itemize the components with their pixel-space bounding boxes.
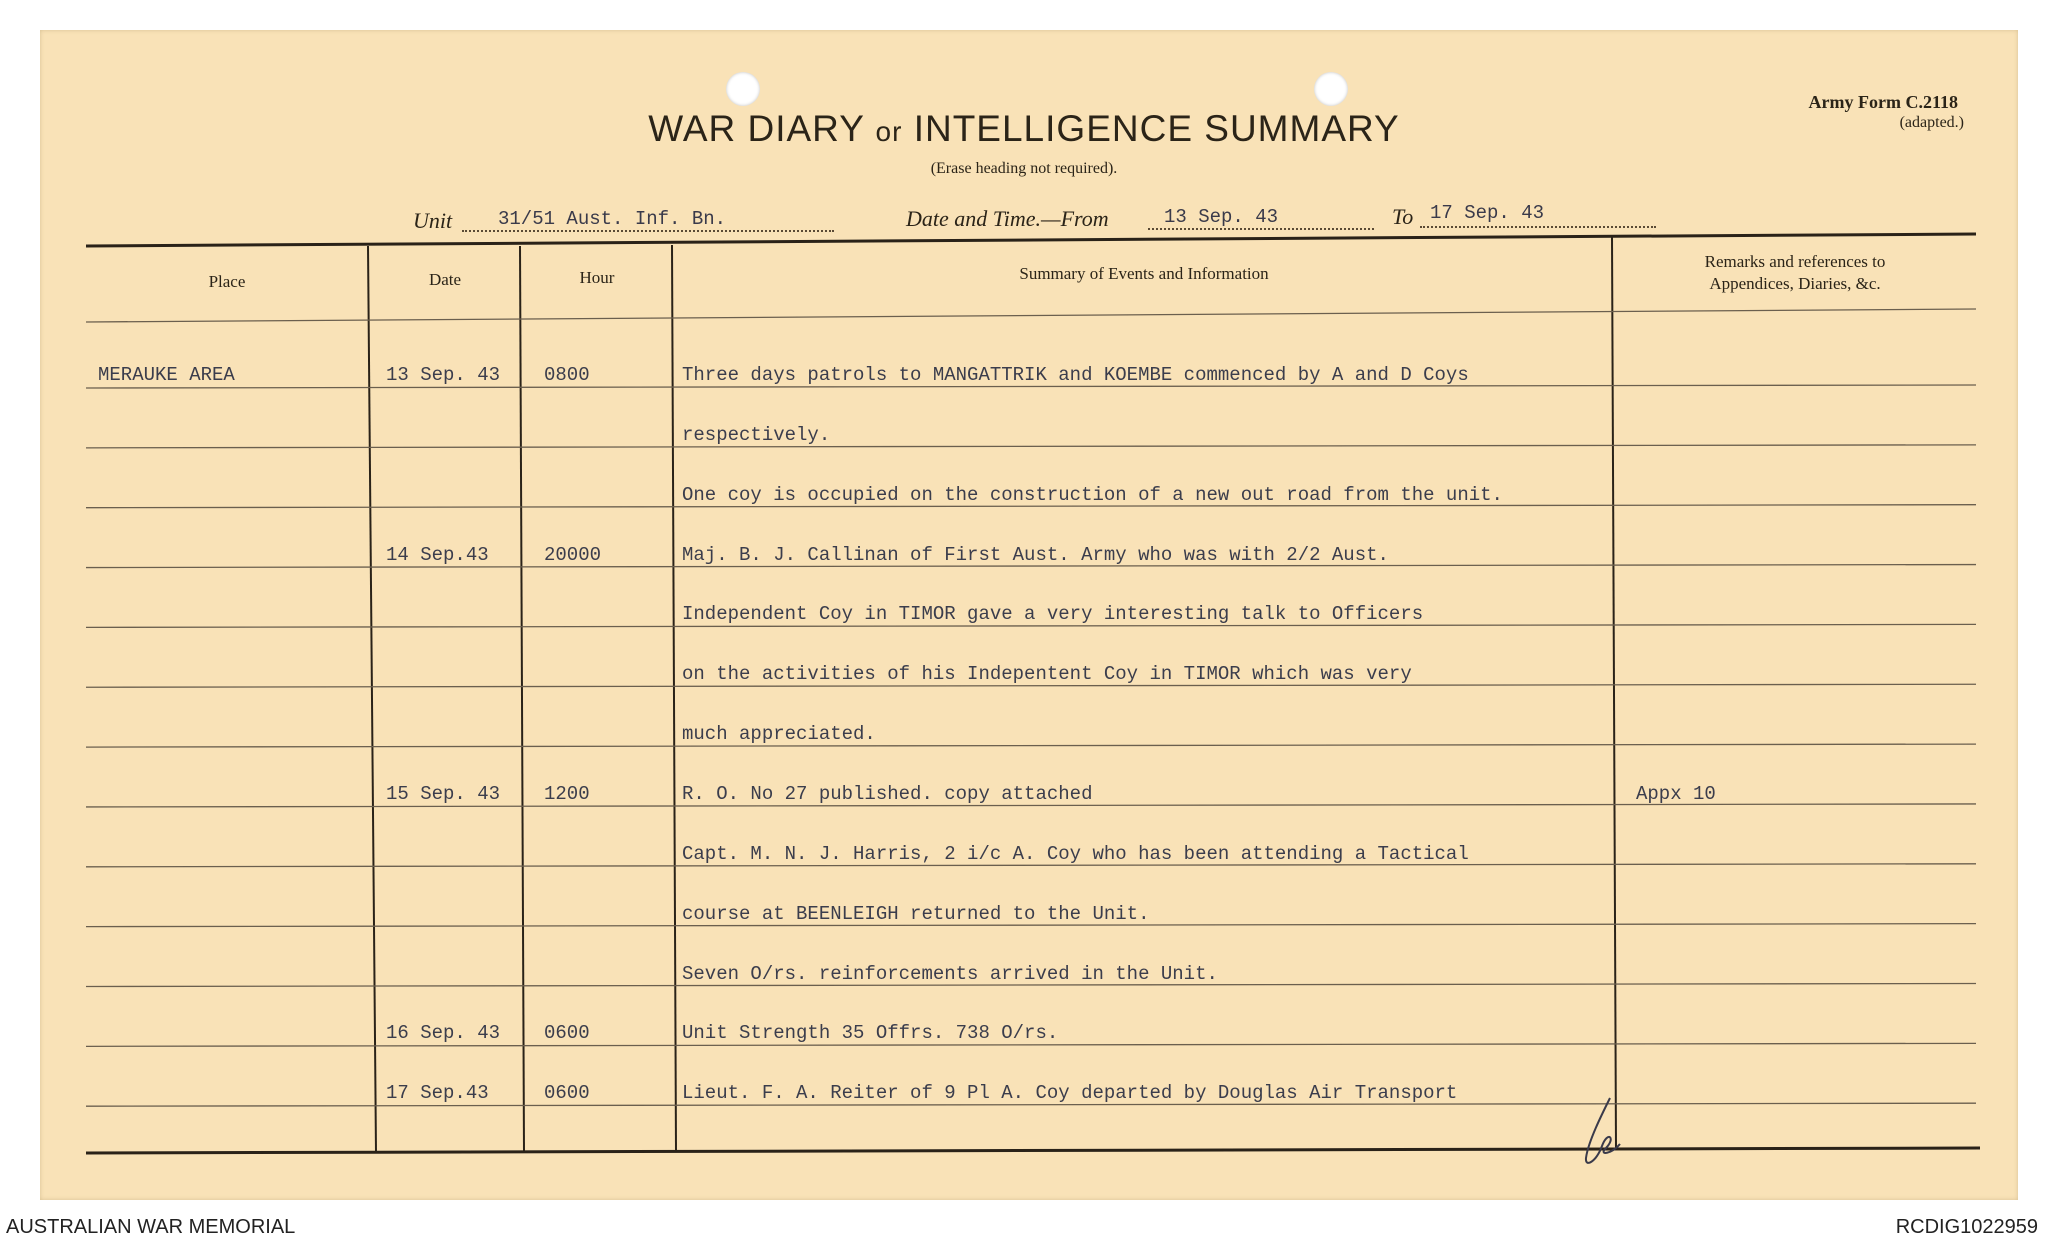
date-from-value: 13 Sep. 43 — [1164, 206, 1279, 228]
entry-date: 15 Sep. 43 — [386, 782, 501, 805]
entry-date: 14 Sep.43 — [386, 543, 489, 566]
entry-summary: Three days patrols to MANGATTRIK and KOEMBE commenced by A and D Coys — [682, 364, 1469, 386]
entry-hour: 0600 — [544, 1022, 590, 1045]
col-head-place: Place — [208, 272, 246, 291]
unit-value: 31/51 Aust. Inf. Bn. — [498, 208, 727, 230]
entry-place: MERAUKE AREA — [98, 364, 235, 386]
col-head-summary: Summary of Events and Information — [1019, 264, 1269, 283]
col-head-hour: Hour — [579, 268, 615, 287]
entry-summary: Maj. B. J. Callinan of First Aust. Army who was with 2/2 Aust. — [682, 543, 1389, 566]
title-intelligence-summary: INTELLIGENCE SUMMARY — [913, 108, 1400, 149]
entry-summary: Capt. M. N. J. Harris, 2 i/c A. Coy who has been attending a Tactical — [682, 842, 1469, 865]
date-from-label: Date and Time.—From — [906, 206, 1109, 231]
handwritten-initials — [1576, 1092, 1636, 1172]
row-rule — [86, 744, 1976, 747]
army-form-adapted: (adapted.) — [1899, 114, 1964, 131]
entry-summary: R. O. No 27 published. copy attached — [682, 782, 1093, 805]
entry-summary: on the activities of his Indepentent Coy in TIMOR which was very — [682, 663, 1412, 686]
title-war-diary: WAR DIARY — [648, 108, 865, 149]
col-head-remarks-1: Remarks and references to — [1704, 252, 1886, 271]
entry-summary: Lieut. F. A. Reiter of 9 Pl A. Coy departed by Douglas Air Transport — [682, 1082, 1458, 1105]
entry-hour: 1200 — [544, 782, 590, 805]
entry-remark: Appx 10 — [1636, 782, 1716, 805]
entry-summary: Independent Coy in TIMOR gave a very interesting talk to Officers — [682, 603, 1424, 626]
entry-date: 16 Sep. 43 — [386, 1022, 501, 1045]
unit-label: Unit — [413, 208, 453, 233]
entry-summary: course at BEENLEIGH returned to the Unit. — [682, 902, 1150, 925]
entry-summary: Unit Strength 35 Offrs. 738 O/rs. — [682, 1022, 1059, 1045]
form-subtitle: (Erase heading not required). — [930, 160, 1118, 177]
entry-date: 17 Sep.43 — [386, 1082, 489, 1105]
entry-summary: Seven O/rs. reinforcements arrived in the Unit. — [682, 962, 1218, 985]
entry-summary: much appreciated. — [682, 723, 876, 746]
entry-summary: respectively. — [682, 423, 831, 446]
record-id: RCDIG1022959 — [1895, 1216, 2038, 1238]
title-or: or — [875, 116, 903, 147]
army-form-number: Army Form C.2118 — [1808, 92, 1958, 112]
date-to-label: To — [1392, 204, 1414, 229]
entry-hour: 0800 — [544, 364, 590, 386]
col-head-date: Date — [428, 270, 462, 289]
entry-date: 13 Sep. 43 — [386, 364, 501, 386]
date-to-value: 17 Sep. 43 — [1430, 202, 1545, 224]
entry-summary: One coy is occupied on the construction of a new out road from the unit. — [682, 483, 1503, 506]
entry-hour: 0600 — [544, 1082, 590, 1105]
col-head-remarks-2: Appendices, Diaries, &c. — [1709, 274, 1881, 293]
entry-hour: 20000 — [544, 543, 602, 566]
institution-caption: AUSTRALIAN WAR MEMORIAL — [6, 1216, 296, 1238]
